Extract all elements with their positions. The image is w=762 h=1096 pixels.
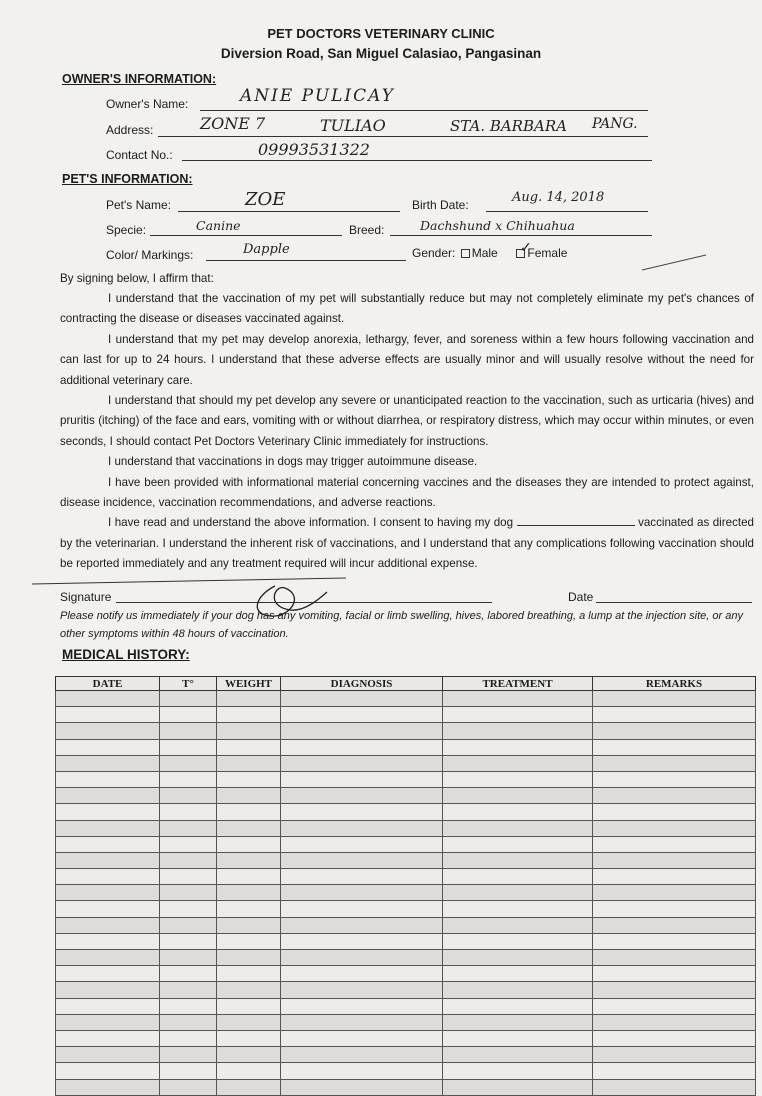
consent-paragraph-6 bbox=[60, 513, 754, 574]
consent-paragraph-2: I understand that my pet may develop anorexia, lethargy, fever, and soreness within a few hours following vaccination and can last for up to 24 hours. I understand that these adverse effects are usually minor and will usually resolve without the need for additional veterinary care. bbox=[60, 332, 754, 387]
table-row bbox=[56, 820, 756, 836]
col-treatment: TREATMENT bbox=[443, 677, 593, 691]
consent-intro: By signing below, I affirm that: bbox=[60, 272, 214, 285]
table-cell[interactable] bbox=[56, 691, 160, 707]
table-cell[interactable] bbox=[281, 966, 443, 982]
owner-name-label: Owner's Name: bbox=[106, 97, 189, 111]
table-cell[interactable] bbox=[593, 1047, 756, 1063]
table-cell[interactable] bbox=[281, 852, 443, 868]
table-cell[interactable] bbox=[217, 1063, 281, 1079]
table-cell[interactable] bbox=[160, 836, 217, 852]
table-cell[interactable] bbox=[217, 901, 281, 917]
table-cell[interactable] bbox=[281, 933, 443, 949]
table-cell[interactable] bbox=[56, 885, 160, 901]
table-cell[interactable] bbox=[56, 950, 160, 966]
consent-paragraph-1: I understand that the vaccination of my pet will substantially reduce but may not completely eliminate my pet's chances of contracting the disease or diseases vaccinated against. bbox=[60, 292, 754, 326]
medical-history-rows bbox=[56, 691, 756, 1096]
table-cell[interactable] bbox=[593, 723, 756, 739]
clinic-address: Diversion Road, San Miguel Calasiao, Pangasinan bbox=[220, 46, 542, 61]
table-cell[interactable] bbox=[593, 885, 756, 901]
date-line[interactable] bbox=[596, 602, 752, 603]
table-header-row bbox=[56, 677, 756, 691]
male-label: Male bbox=[471, 246, 498, 260]
table-cell[interactable] bbox=[217, 771, 281, 787]
table-cell[interactable] bbox=[443, 950, 593, 966]
table-row bbox=[56, 691, 756, 707]
table-cell[interactable] bbox=[217, 950, 281, 966]
female-label: Female bbox=[527, 246, 568, 260]
pet-section-title: PET'S INFORMATION: bbox=[62, 172, 193, 186]
address-value-2: TULIAO bbox=[320, 116, 386, 135]
table-cell[interactable] bbox=[160, 966, 217, 982]
breed-line-2 bbox=[390, 235, 652, 236]
table-cell[interactable] bbox=[56, 901, 160, 917]
table-cell[interactable] bbox=[217, 820, 281, 836]
table-cell[interactable] bbox=[593, 869, 756, 885]
table-cell[interactable] bbox=[443, 869, 593, 885]
table-cell[interactable] bbox=[593, 820, 756, 836]
address-line bbox=[158, 136, 648, 137]
consent-paragraph-5: I have been provided with informational material concerning vaccines and the diseases they are intended to protect against, disease incidence, vaccination recommendations, and adverse reactions. bbox=[60, 475, 754, 510]
medical-history-table bbox=[55, 676, 756, 1096]
table-cell[interactable] bbox=[56, 1079, 160, 1095]
signature-label: Signature bbox=[60, 590, 112, 604]
gender-field bbox=[412, 246, 567, 260]
table-cell[interactable] bbox=[593, 1030, 756, 1046]
table-cell[interactable] bbox=[593, 788, 756, 804]
consent-paragraph-4: I understand that vaccinations in dogs may trigger autoimmune disease. bbox=[108, 455, 478, 469]
table-cell[interactable] bbox=[443, 1063, 593, 1079]
table-cell[interactable] bbox=[217, 917, 281, 933]
table-cell[interactable] bbox=[443, 885, 593, 901]
notice-text: Please notify us immediately if your dog has any vomiting, facial or limb swelling, hives, labored breathing, a lump at the injection site, or any other symptoms within 48 hours of vaccination. bbox=[60, 610, 743, 640]
table-cell[interactable] bbox=[443, 917, 593, 933]
table-row bbox=[56, 707, 756, 723]
table-cell[interactable] bbox=[160, 933, 217, 949]
specie-label: Specie: bbox=[106, 223, 147, 237]
table-cell[interactable] bbox=[281, 1047, 443, 1063]
table-cell[interactable] bbox=[217, 1030, 281, 1046]
table-cell[interactable] bbox=[56, 739, 160, 755]
table-cell[interactable] bbox=[56, 1014, 160, 1030]
specie-value: Canine bbox=[196, 218, 241, 233]
table-cell[interactable] bbox=[160, 755, 217, 771]
consent-paragraph-3: I understand that should my pet develop any severe or unanticipated reaction to the vaccination, such as urticaria (hives) and pruritis (itching) of the face and ears, vomiting with or without diarrhea, or respiratory distress, which may occur within minutes, or even seconds, I should contact Pet Doctors Veterinary Clinic immediately for instructions. bbox=[60, 394, 754, 448]
col-diagnosis: DIAGNOSIS bbox=[281, 677, 443, 691]
table-cell[interactable] bbox=[443, 998, 593, 1014]
table-cell[interactable] bbox=[217, 723, 281, 739]
table-cell[interactable] bbox=[593, 804, 756, 820]
table-cell[interactable] bbox=[160, 691, 217, 707]
table-cell[interactable] bbox=[593, 901, 756, 917]
medical-section-title: MEDICAL HISTORY: bbox=[62, 647, 190, 662]
table-cell[interactable] bbox=[217, 739, 281, 755]
table-cell[interactable] bbox=[281, 1063, 443, 1079]
owner-section-title: OWNER'S INFORMATION: bbox=[62, 72, 217, 86]
table-cell[interactable] bbox=[217, 869, 281, 885]
date-label: Date bbox=[568, 590, 594, 604]
table-cell[interactable] bbox=[281, 804, 443, 820]
table-row bbox=[56, 982, 756, 998]
table-row bbox=[56, 852, 756, 868]
table-cell[interactable] bbox=[217, 852, 281, 868]
table-cell[interactable] bbox=[281, 755, 443, 771]
table-cell[interactable] bbox=[593, 950, 756, 966]
table-cell[interactable] bbox=[443, 982, 593, 998]
table-cell[interactable] bbox=[160, 1047, 217, 1063]
table-cell[interactable] bbox=[160, 852, 217, 868]
table-cell[interactable] bbox=[217, 691, 281, 707]
table-cell[interactable] bbox=[593, 836, 756, 852]
clinic-name: PET DOCTORS VETERINARY CLINIC bbox=[267, 26, 495, 41]
table-cell[interactable] bbox=[443, 1079, 593, 1095]
color-line bbox=[206, 260, 406, 261]
table-cell[interactable] bbox=[217, 933, 281, 949]
table-row bbox=[56, 1030, 756, 1046]
table-cell[interactable] bbox=[160, 1063, 217, 1079]
table-cell[interactable] bbox=[56, 917, 160, 933]
table-cell[interactable] bbox=[56, 755, 160, 771]
contact-line bbox=[182, 160, 652, 161]
table-cell[interactable] bbox=[443, 707, 593, 723]
table-cell[interactable] bbox=[56, 804, 160, 820]
table-cell[interactable] bbox=[160, 998, 217, 1014]
table-cell[interactable] bbox=[217, 966, 281, 982]
table-row bbox=[56, 950, 756, 966]
female-check-mark: ✓ bbox=[520, 240, 532, 256]
table-row bbox=[56, 933, 756, 949]
table-cell[interactable] bbox=[443, 723, 593, 739]
table-row bbox=[56, 1047, 756, 1063]
table-cell[interactable] bbox=[443, 933, 593, 949]
table-cell[interactable] bbox=[443, 1047, 593, 1063]
table-cell[interactable] bbox=[160, 1014, 217, 1030]
table-cell[interactable] bbox=[281, 739, 443, 755]
table-cell[interactable] bbox=[443, 755, 593, 771]
table-cell[interactable] bbox=[217, 755, 281, 771]
specie-line bbox=[150, 235, 342, 236]
table-row bbox=[56, 836, 756, 852]
consent-paragraphs bbox=[60, 289, 754, 575]
table-cell[interactable] bbox=[160, 707, 217, 723]
table-cell[interactable] bbox=[56, 982, 160, 998]
table-cell[interactable] bbox=[160, 982, 217, 998]
gender-label: Gender: bbox=[412, 246, 456, 260]
col-remarks: REMARKS bbox=[593, 677, 756, 691]
table-cell[interactable] bbox=[56, 966, 160, 982]
breed-label: Breed: bbox=[349, 223, 385, 237]
table-cell[interactable] bbox=[56, 852, 160, 868]
table-cell[interactable] bbox=[593, 755, 756, 771]
consent-p6-vaccinated: vaccinated bbox=[638, 516, 694, 530]
col-date: DATE bbox=[56, 677, 160, 691]
table-cell[interactable] bbox=[56, 836, 160, 852]
table-cell[interactable] bbox=[281, 917, 443, 933]
address-value-4: PANG. bbox=[592, 116, 638, 132]
breed-value: Dachshund x Chihuahua bbox=[420, 218, 575, 233]
table-cell[interactable] bbox=[160, 820, 217, 836]
table-row bbox=[56, 755, 756, 771]
table-cell[interactable] bbox=[443, 804, 593, 820]
table-cell[interactable] bbox=[281, 820, 443, 836]
table-cell[interactable] bbox=[593, 852, 756, 868]
table-row bbox=[56, 1014, 756, 1030]
table-cell[interactable] bbox=[217, 1079, 281, 1095]
contact-label: Contact No.: bbox=[106, 148, 173, 162]
table-row bbox=[56, 1079, 756, 1095]
table-cell[interactable] bbox=[56, 723, 160, 739]
table-cell[interactable] bbox=[443, 1030, 593, 1046]
table-cell[interactable] bbox=[160, 804, 217, 820]
table-cell[interactable] bbox=[160, 885, 217, 901]
color-label: Color/ Markings: bbox=[106, 248, 194, 262]
table-cell[interactable] bbox=[160, 869, 217, 885]
table-cell[interactable] bbox=[443, 852, 593, 868]
table-cell[interactable] bbox=[281, 788, 443, 804]
table-cell[interactable] bbox=[56, 1030, 160, 1046]
table-cell[interactable] bbox=[593, 691, 756, 707]
table-cell[interactable] bbox=[443, 788, 593, 804]
table-cell[interactable] bbox=[281, 771, 443, 787]
table-cell[interactable] bbox=[593, 1079, 756, 1095]
table-cell[interactable] bbox=[217, 1047, 281, 1063]
consent-p6-end: as directed by the veterinarian. I understand the inherent risk of vaccinations, and I understand that any complications following vaccination should be reported immediately and any treatment required will incur additional expense. bbox=[60, 516, 754, 571]
table-cell[interactable] bbox=[593, 933, 756, 949]
owner-name-line bbox=[200, 110, 648, 111]
contact-value: 09993531322 bbox=[258, 140, 370, 159]
table-row bbox=[56, 885, 756, 901]
table-row bbox=[56, 771, 756, 787]
table-cell[interactable] bbox=[160, 739, 217, 755]
table-cell[interactable] bbox=[281, 885, 443, 901]
address-value-1: ZONE 7 bbox=[200, 114, 266, 133]
table-cell[interactable] bbox=[217, 788, 281, 804]
table-cell[interactable] bbox=[56, 788, 160, 804]
table-cell[interactable] bbox=[443, 966, 593, 982]
table-cell[interactable] bbox=[160, 771, 217, 787]
table-cell[interactable] bbox=[160, 788, 217, 804]
table-cell[interactable] bbox=[160, 1030, 217, 1046]
table-row bbox=[56, 739, 756, 755]
pet-name-value: ZOE bbox=[245, 189, 286, 210]
table-cell[interactable] bbox=[160, 1079, 217, 1095]
table-cell[interactable] bbox=[56, 820, 160, 836]
table-cell[interactable] bbox=[160, 723, 217, 739]
table-cell[interactable] bbox=[217, 836, 281, 852]
table-cell[interactable] bbox=[443, 691, 593, 707]
table-cell[interactable] bbox=[281, 901, 443, 917]
table-cell[interactable] bbox=[217, 998, 281, 1014]
table-cell[interactable] bbox=[281, 998, 443, 1014]
table-row bbox=[56, 917, 756, 933]
table-row bbox=[56, 966, 756, 982]
table-cell[interactable] bbox=[443, 739, 593, 755]
table-cell[interactable] bbox=[443, 901, 593, 917]
table-cell[interactable] bbox=[160, 917, 217, 933]
table-cell[interactable] bbox=[217, 804, 281, 820]
table-row bbox=[56, 869, 756, 885]
table-cell[interactable] bbox=[281, 950, 443, 966]
col-weight: WEIGHT bbox=[217, 677, 281, 691]
table-cell[interactable] bbox=[593, 739, 756, 755]
table-cell[interactable] bbox=[56, 707, 160, 723]
table-cell[interactable] bbox=[593, 982, 756, 998]
table-row bbox=[56, 788, 756, 804]
table-cell[interactable] bbox=[281, 1014, 443, 1030]
table-cell[interactable] bbox=[56, 933, 160, 949]
table-cell[interactable] bbox=[217, 1014, 281, 1030]
table-cell[interactable] bbox=[281, 1079, 443, 1095]
table-cell[interactable] bbox=[281, 869, 443, 885]
birth-date-value: Aug. 14, 2018 bbox=[512, 190, 605, 205]
table-cell[interactable] bbox=[593, 1063, 756, 1079]
address-label: Address: bbox=[106, 123, 154, 137]
table-cell[interactable] bbox=[281, 1030, 443, 1046]
table-cell[interactable] bbox=[217, 982, 281, 998]
owner-name-value: ANIE PULICAY bbox=[240, 86, 395, 106]
table-cell[interactable] bbox=[56, 869, 160, 885]
table-row bbox=[56, 998, 756, 1014]
table-cell[interactable] bbox=[593, 707, 756, 723]
table-cell[interactable] bbox=[56, 998, 160, 1014]
table-cell[interactable] bbox=[281, 707, 443, 723]
pet-name-label: Pet's Name: bbox=[106, 198, 171, 212]
table-cell[interactable] bbox=[56, 1047, 160, 1063]
consent-p6-start: I have read and understand the above information. I consent to having my dog bbox=[108, 516, 514, 530]
table-cell[interactable] bbox=[217, 707, 281, 723]
col-temperature: T° bbox=[160, 677, 217, 691]
table-cell[interactable] bbox=[593, 771, 756, 787]
table-row bbox=[56, 901, 756, 917]
table-cell[interactable] bbox=[443, 820, 593, 836]
table-row bbox=[56, 723, 756, 739]
table-cell[interactable] bbox=[217, 885, 281, 901]
pen-stroke-mark bbox=[640, 252, 710, 274]
dog-name-blank[interactable] bbox=[517, 515, 635, 526]
table-row bbox=[56, 1063, 756, 1079]
table-cell[interactable] bbox=[443, 771, 593, 787]
table-cell[interactable] bbox=[593, 998, 756, 1014]
male-checkbox[interactable] bbox=[461, 249, 470, 258]
table-row bbox=[56, 804, 756, 820]
color-value: Dapple bbox=[243, 242, 290, 257]
table-cell[interactable] bbox=[443, 1014, 593, 1030]
birth-date-label: Birth Date: bbox=[412, 198, 469, 212]
table-cell[interactable] bbox=[281, 982, 443, 998]
table-cell[interactable] bbox=[56, 771, 160, 787]
address-value-3: STA. BARBARA bbox=[450, 117, 567, 135]
table-cell[interactable] bbox=[443, 836, 593, 852]
table-cell[interactable] bbox=[281, 691, 443, 707]
table-cell[interactable] bbox=[281, 836, 443, 852]
table-cell[interactable] bbox=[593, 1014, 756, 1030]
birth-date-line bbox=[486, 211, 648, 212]
pet-name-line bbox=[178, 211, 400, 212]
table-cell[interactable] bbox=[160, 950, 217, 966]
table-cell[interactable] bbox=[160, 901, 217, 917]
table-cell[interactable] bbox=[56, 1063, 160, 1079]
table-cell[interactable] bbox=[593, 966, 756, 982]
table-cell[interactable] bbox=[281, 723, 443, 739]
table-cell[interactable] bbox=[593, 917, 756, 933]
